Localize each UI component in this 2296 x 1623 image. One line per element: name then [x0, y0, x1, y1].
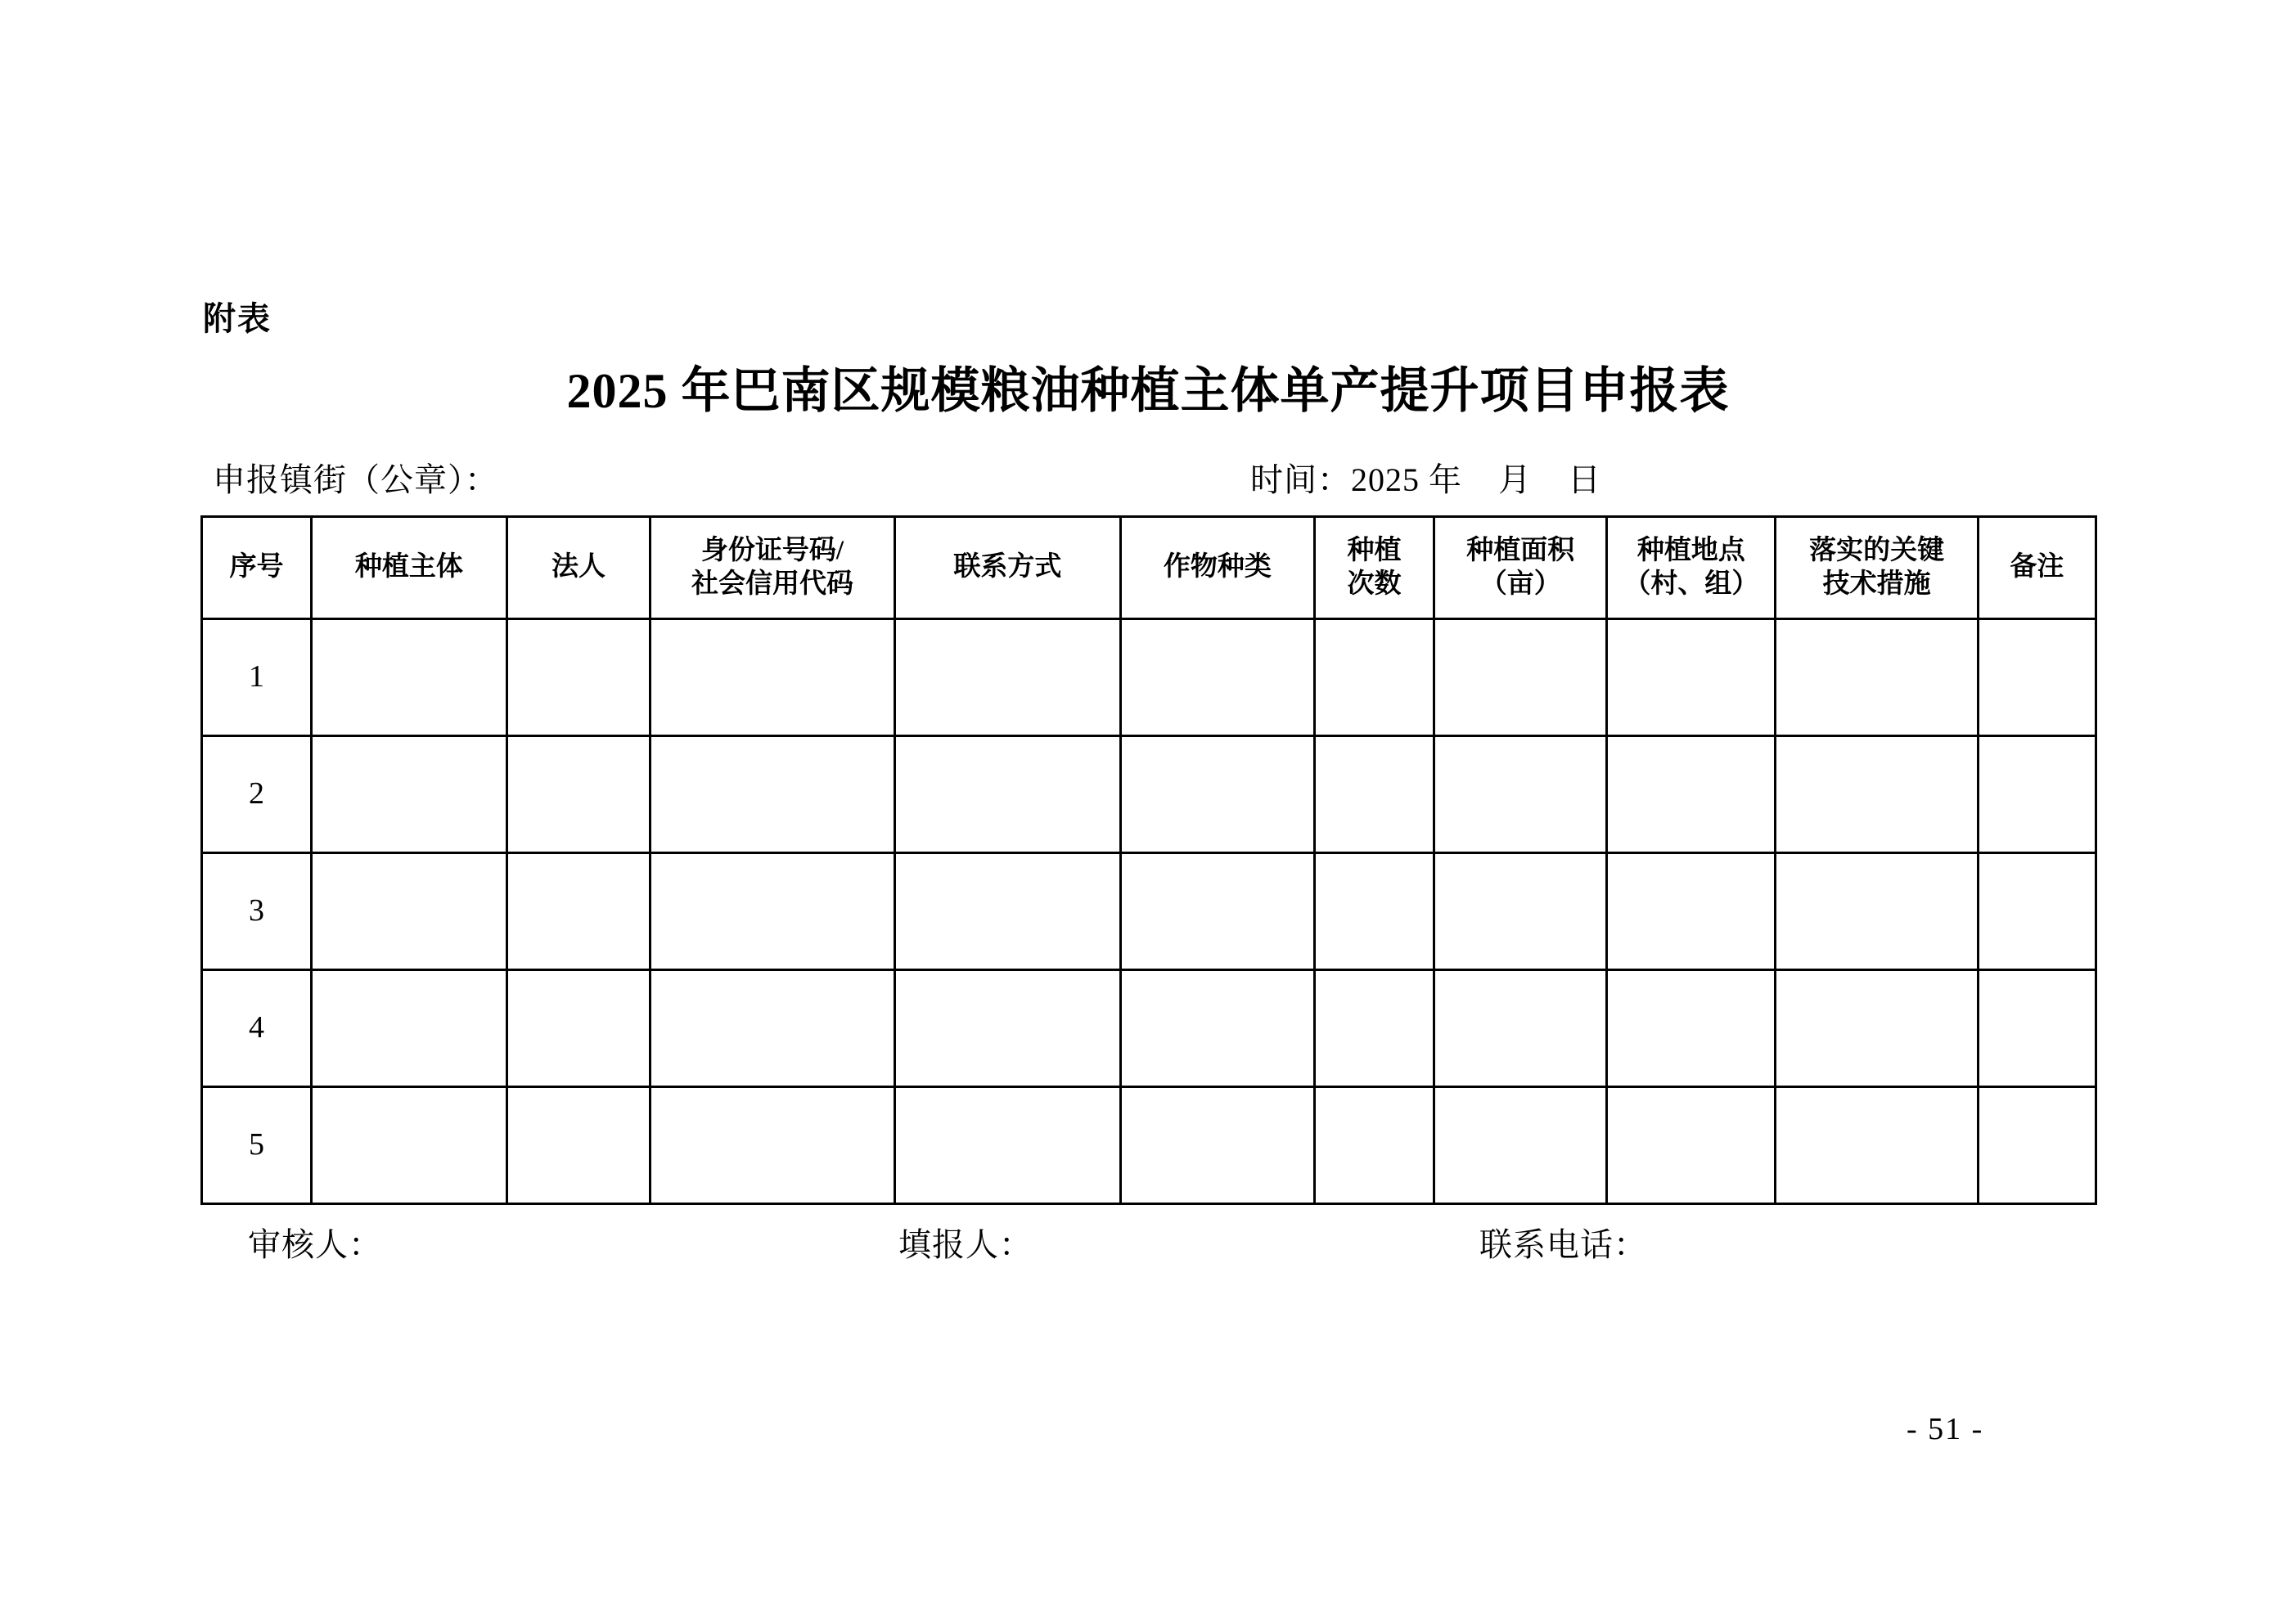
- column-header-remarks: [1978, 517, 2096, 619]
- column-header-index: [202, 517, 312, 619]
- table-row: [202, 970, 2096, 1087]
- cell-planting-location[interactable]: [1607, 853, 1776, 970]
- row-index: 4: [202, 970, 312, 1087]
- cell-legal-person[interactable]: [506, 736, 650, 853]
- column-header-planting-area: [1434, 517, 1607, 619]
- cell-key-measures[interactable]: [1776, 619, 1978, 736]
- header-line1: 法人: [551, 552, 606, 582]
- cell-remarks[interactable]: [1978, 1087, 2096, 1204]
- application-table: [200, 515, 2097, 1205]
- cell-id-code[interactable]: [651, 970, 895, 1087]
- date-label: 时间：2025 年 月 日: [1250, 461, 1601, 498]
- attachment-label: 附表: [203, 300, 272, 337]
- cell-planting-times[interactable]: [1314, 736, 1434, 853]
- cell-id-code[interactable]: [651, 1087, 895, 1204]
- header-line1: 种植: [1347, 535, 1402, 565]
- cell-remarks[interactable]: [1978, 619, 2096, 736]
- cell-legal-person[interactable]: [506, 970, 650, 1087]
- meta-row: [203, 454, 2093, 500]
- header-line1: 落实的关键: [1809, 535, 1945, 565]
- header-line1: 种植主体: [354, 552, 463, 582]
- cell-crop-type[interactable]: [1120, 1087, 1314, 1204]
- header-line1: 序号: [229, 552, 284, 582]
- row-index: 2: [202, 736, 312, 853]
- column-header-planting-location: [1607, 517, 1776, 619]
- cell-id-code[interactable]: [651, 619, 895, 736]
- cell-legal-person[interactable]: [506, 1087, 650, 1204]
- cell-contact[interactable]: [894, 619, 1120, 736]
- applicant-town-label: 申报镇街（公章）：: [213, 461, 498, 498]
- cell-entity[interactable]: [311, 970, 506, 1087]
- column-header-entity: [311, 517, 506, 619]
- cell-key-measures[interactable]: [1776, 736, 1978, 853]
- cell-crop-type[interactable]: [1120, 853, 1314, 970]
- header-line2: 社会信用代码: [691, 569, 853, 599]
- cell-key-measures[interactable]: [1776, 970, 1978, 1087]
- row-index: 5: [202, 1087, 312, 1204]
- contact-phone-label: 联系电话：: [1479, 1226, 1647, 1263]
- cell-planting-area[interactable]: [1434, 1087, 1607, 1204]
- cell-entity[interactable]: [311, 736, 506, 853]
- header-line1: 身份证号码/: [700, 535, 844, 565]
- column-header-crop-type: [1120, 517, 1314, 619]
- header-line2: （亩）: [1479, 569, 1561, 599]
- cell-planting-area[interactable]: [1434, 736, 1607, 853]
- footer-row: [203, 1219, 2093, 1268]
- cell-crop-type[interactable]: [1120, 970, 1314, 1087]
- cell-planting-location[interactable]: [1607, 970, 1776, 1087]
- table-row: [202, 619, 2096, 736]
- cell-id-code[interactable]: [651, 853, 895, 970]
- row-index: 1: [202, 619, 312, 736]
- header-line2: （村、组）: [1623, 569, 1759, 599]
- cell-planting-location[interactable]: [1607, 619, 1776, 736]
- cell-planting-location[interactable]: [1607, 736, 1776, 853]
- table-row: [202, 1087, 2096, 1204]
- cell-entity[interactable]: [311, 853, 506, 970]
- cell-remarks[interactable]: [1978, 853, 2096, 970]
- cell-planting-location[interactable]: [1607, 1087, 1776, 1204]
- header-line1: 备注: [2010, 552, 2064, 582]
- cell-remarks[interactable]: [1978, 736, 2096, 853]
- column-header-id-code: [651, 517, 895, 619]
- page-number: - 51 -: [1907, 1412, 1984, 1446]
- cell-planting-times[interactable]: [1314, 619, 1434, 736]
- table-row: [202, 853, 2096, 970]
- cell-crop-type[interactable]: [1120, 619, 1314, 736]
- header-line1: 种植地点: [1636, 535, 1745, 565]
- cell-key-measures[interactable]: [1776, 853, 1978, 970]
- column-header-legal-person: [506, 517, 650, 619]
- header-line2: 技术措施: [1822, 569, 1931, 599]
- table-header-row: [202, 517, 2096, 619]
- cell-contact[interactable]: [894, 970, 1120, 1087]
- cell-contact[interactable]: [894, 853, 1120, 970]
- header-line1: 作物种类: [1163, 552, 1272, 582]
- cell-remarks[interactable]: [1978, 970, 2096, 1087]
- cell-planting-area[interactable]: [1434, 619, 1607, 736]
- cell-key-measures[interactable]: [1776, 1087, 1978, 1204]
- table-row: [202, 736, 2096, 853]
- header-line1: 联系方式: [953, 552, 1062, 582]
- column-header-contact: [894, 517, 1120, 619]
- reviewer-label: 审核人：: [248, 1226, 382, 1263]
- cell-id-code[interactable]: [651, 736, 895, 853]
- cell-legal-person[interactable]: [506, 853, 650, 970]
- header-line1: 种植面积: [1466, 535, 1575, 565]
- column-header-planting-times: [1314, 517, 1434, 619]
- cell-planting-times[interactable]: [1314, 1087, 1434, 1204]
- filler-label: 填报人：: [898, 1226, 1033, 1263]
- cell-planting-area[interactable]: [1434, 970, 1607, 1087]
- cell-entity[interactable]: [311, 1087, 506, 1204]
- header-line2: 次数: [1347, 569, 1402, 599]
- column-header-key-measures: [1776, 517, 1978, 619]
- page-title: 2025 年巴南区规模粮油种植主体单产提升项目申报表: [566, 364, 1730, 418]
- cell-planting-area[interactable]: [1434, 853, 1607, 970]
- cell-crop-type[interactable]: [1120, 736, 1314, 853]
- row-index: 3: [202, 853, 312, 970]
- cell-contact[interactable]: [894, 736, 1120, 853]
- cell-entity[interactable]: [311, 619, 506, 736]
- cell-planting-times[interactable]: [1314, 970, 1434, 1087]
- cell-planting-times[interactable]: [1314, 853, 1434, 970]
- cell-legal-person[interactable]: [506, 619, 650, 736]
- cell-contact[interactable]: [894, 1087, 1120, 1204]
